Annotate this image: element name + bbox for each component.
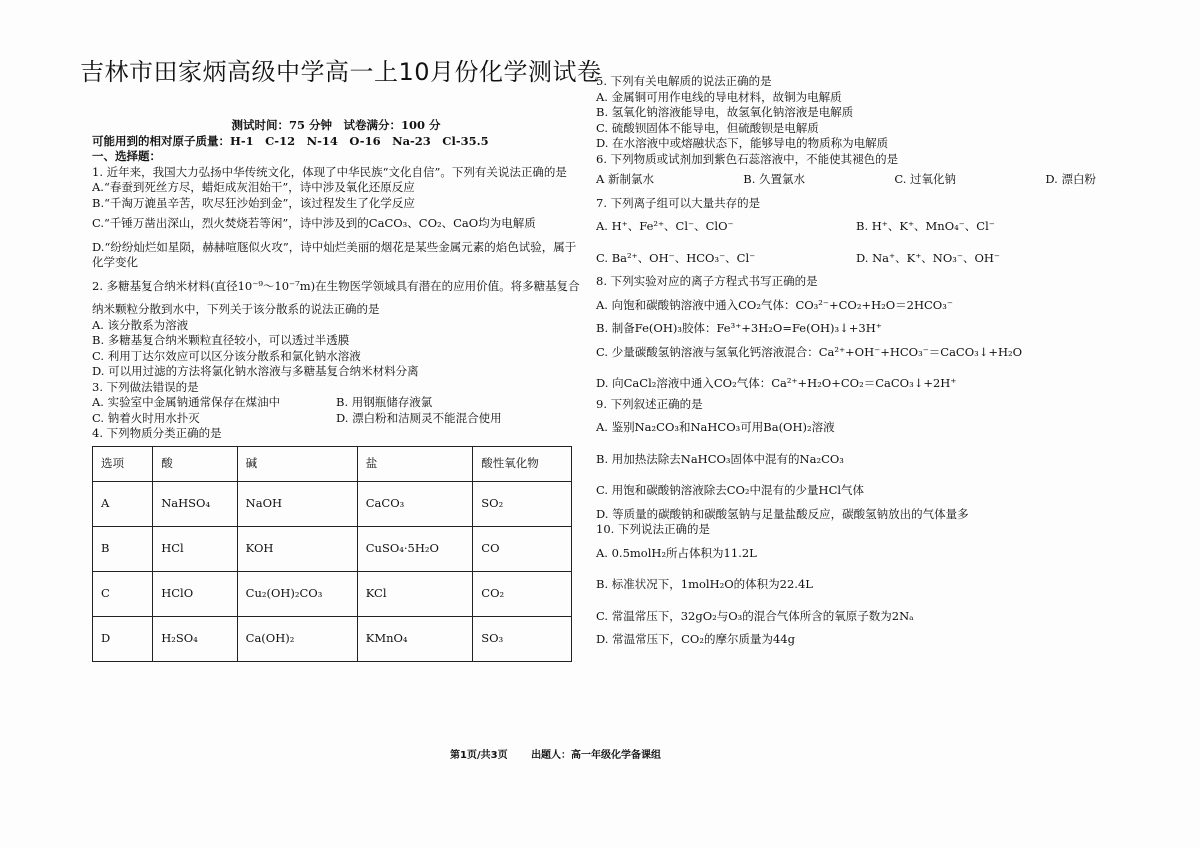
question-1 (92, 165, 580, 271)
left-column (92, 118, 580, 662)
q8-option-a: A. 向饱和碳酸钠溶液中通入CO₂气体：CO₃²⁻+CO₂+H₂O＝2HCO₃⁻ (596, 297, 953, 312)
page-title: 吉林市田家炳高级中学高一上10月份化学测试卷 (80, 58, 602, 86)
table-header-cell: 盐 (357, 446, 473, 481)
table-cell: KMnO₄ (357, 616, 473, 661)
q5-option-c: C. 硫酸钡固体不能导电，但硫酸钡是电解质 (596, 120, 819, 135)
table-header-cell: 碱 (237, 446, 357, 481)
q7-option-b: B. H⁺、K⁺、MnO₄⁻、Cl⁻ (856, 219, 995, 234)
q1-option-c: C.“千锤万凿出深山，烈火焚烧若等闲”，诗中涉及到的CaCO₃、CO₂、CaO均为电解质 (92, 216, 536, 231)
table-cell: Ca(OH)₂ (237, 616, 357, 661)
question-6 (596, 152, 1116, 188)
q5-option-b: B. 氢氧化钠溶液能导电，故氢氧化钠溶液是电解质 (596, 105, 854, 120)
q5-option-d: D. 在水溶液中或熔融状态下，能够导电的物质称为电解质 (596, 136, 889, 151)
table-row (93, 571, 572, 616)
q8-option-b: B. 制备Fe(OH)₃胶体：Fe³⁺+3H₂O=Fe(OH)₃↓+3H⁺ (596, 321, 882, 336)
question-9 (596, 397, 1116, 523)
q6-stem: 6. 下列物质或试剂加到紫色石蕊溶液中，不能使其褪色的是 (596, 151, 899, 166)
q2-option-b: B. 多糖基复合纳米颗粒直径较小，可以透过半透膜 (92, 333, 350, 348)
right-column (596, 74, 1116, 648)
table-cell: D (93, 616, 153, 661)
page-footer (450, 746, 681, 761)
q9-option-b: B. 用加热法除去NaHCO₃固体中混有的Na₂CO₃ (596, 451, 844, 466)
table-cell: CuSO₄·5H₂O (357, 526, 473, 571)
table-cell: KCl (357, 571, 473, 616)
q7-option-d: D. Na⁺、K⁺、NO₃⁻、OH⁻ (856, 250, 1000, 265)
table-row (93, 481, 572, 526)
q7-option-c: C. Ba²⁺、OH⁻、HCO₃⁻、Cl⁻ (596, 250, 756, 265)
q3-option-b: B. 用钢瓶储存液氯 (336, 395, 433, 410)
table-cell: CaCO₃ (357, 481, 473, 526)
q6-option-b: B. 久置氯水 (743, 172, 806, 187)
q1-option-b: B.“千淘万漉虽辛苦，吹尽狂沙始到金”，该过程发生了化学反应 (92, 195, 415, 210)
q5-option-a: A. 金属铜可用作电线的导电材料，故铜为电解质 (596, 89, 842, 104)
q7-stem: 7. 下列离子组可以大量共存的是 (596, 195, 761, 210)
q8-option-d: D. 向CaCl₂溶液中通入CO₂气体：Ca²⁺+H₂O+CO₂＝CaCO₃↓+2H⁺ (596, 376, 957, 391)
q7-option-a: A. H⁺、Fe²⁺、Cl⁻、ClO⁻ (596, 219, 734, 234)
question-3 (92, 380, 580, 427)
q2-option-d: D. 可以用过滤的方法将氯化钠水溶液与多糖基复合纳米材料分离 (92, 364, 419, 379)
table-cell: HCl (153, 526, 237, 571)
table-row (93, 526, 572, 571)
q10-option-c: C. 常温常压下，32gO₂与O₃的混合气体所含的氧原子数为2Nₐ (596, 608, 914, 623)
q8-stem: 8. 下列实验对应的离子方程式书写正确的是 (596, 274, 818, 289)
exam-info: 测试时间：75 分钟 试卷满分：100 分 (231, 118, 441, 132)
table-cell: CO₂ (473, 571, 572, 616)
section-heading: 一、选择题： (92, 149, 161, 164)
q1-option-d-cont: 化学变化 (92, 255, 138, 270)
q2-stem: 2. 多糖基复合纳米材料(直径10⁻⁹～10⁻⁷m)在生物医学领域具有潜在的应用价值。将多糖基复合 (92, 278, 580, 293)
table-header-cell: 酸 (153, 446, 237, 481)
q3-stem: 3. 下列做法错误的是 (92, 379, 199, 394)
q2-stem-cont: 纳米颗粒分散到水中，下列关于该分散系的说法正确的是 (92, 302, 380, 317)
classification-table (92, 446, 572, 662)
table-cell: KOH (237, 526, 357, 571)
question-10 (596, 522, 1116, 648)
table-cell: H₂SO₄ (153, 616, 237, 661)
q9-option-a: A. 鉴别Na₂CO₃和NaHCO₃可用Ba(OH)₂溶液 (596, 420, 835, 435)
q3-option-c: C. 钠着火时用水扑灭 (92, 410, 200, 425)
table-cell: Cu₂(OH)₂CO₃ (237, 571, 357, 616)
q10-stem: 10. 下列说法正确的是 (596, 522, 710, 537)
table-cell: CO (473, 526, 572, 571)
q6-option-a: A 新制氯水 (596, 172, 654, 187)
table-cell: HClO (153, 571, 237, 616)
table-cell: B (93, 526, 153, 571)
table-cell: SO₃ (473, 616, 572, 661)
question-4 (92, 426, 580, 662)
q9-stem: 9. 下列叙述正确的是 (596, 396, 703, 411)
table-header-row (93, 446, 572, 481)
author-line: 出题人：高一年级化学备课组 (531, 750, 662, 761)
q2-option-c: C. 利用丁达尔效应可以区分该分散系和氯化钠水溶液 (92, 348, 361, 363)
question-8 (596, 274, 1116, 392)
question-2 (92, 279, 580, 380)
q8-option-c: C. 少量碳酸氢钠溶液与氢氧化钙溶液混合：Ca²⁺+OH⁻+HCO₃⁻＝CaCO₃↓+H₂O (596, 344, 1023, 359)
table-header-cell: 酸性氧化物 (473, 446, 572, 481)
q9-option-d: D. 等质量的碳酸钠和碳酸氢钠与足量盐酸反应，碳酸氢钠放出的气体量多 (596, 506, 969, 521)
q10-option-a: A. 0.5molH₂所占体积为11.2L (596, 545, 757, 560)
q10-option-b: B. 标准状况下，1molH₂O的体积为22.4L (596, 577, 813, 592)
table-cell: C (93, 571, 153, 616)
q3-option-d: D. 漂白粉和洁厕灵不能混合使用 (336, 410, 502, 425)
q1-option-a: A.“春蚕到死丝方尽，蜡炬成灰泪始干”，诗中涉及氧化还原反应 (92, 180, 415, 195)
q9-option-c: C. 用饱和碳酸钠溶液除去CO₂中混有的少量HCl气体 (596, 483, 865, 498)
question-5 (596, 74, 1116, 152)
q10-option-d: D. 常温常压下，CO₂的摩尔质量为44g (596, 632, 795, 647)
table-cell: NaOH (237, 481, 357, 526)
table-row (93, 616, 572, 661)
table-cell: SO₂ (473, 481, 572, 526)
q6-option-c: C. 过氧化钠 (894, 172, 957, 187)
atomic-masses: 可能用到的相对原子质量：H-1 C-12 N-14 O-16 Na-23 Cl-35.5 (92, 133, 489, 148)
q5-stem: 5. 下列有关电解质的说法正确的是 (596, 74, 772, 88)
table-cell: NaHSO₄ (153, 481, 237, 526)
q6-option-d: D. 漂白粉 (1045, 172, 1096, 187)
q4-stem: 4. 下列物质分类正确的是 (92, 426, 222, 441)
page-number: 第1页/共3页 (450, 750, 508, 761)
q2-option-a: A. 该分散系为溶液 (92, 317, 189, 332)
question-7 (596, 196, 1116, 267)
table-cell: A (93, 481, 153, 526)
q1-stem: 1. 近年来，我国大力弘扬中华传统文化，体现了中华民族“文化自信”。下列有关说法正确的是 (92, 164, 567, 179)
q1-option-d: D.“纷纷灿烂如星陨，赫赫喧豗似火攻”，诗中灿烂美丽的烟花是某些金属元素的焰色试验，属于 (92, 239, 577, 254)
q3-option-a: A. 实验室中金属钠通常保存在煤油中 (92, 395, 281, 410)
table-header-cell: 选项 (93, 446, 153, 481)
